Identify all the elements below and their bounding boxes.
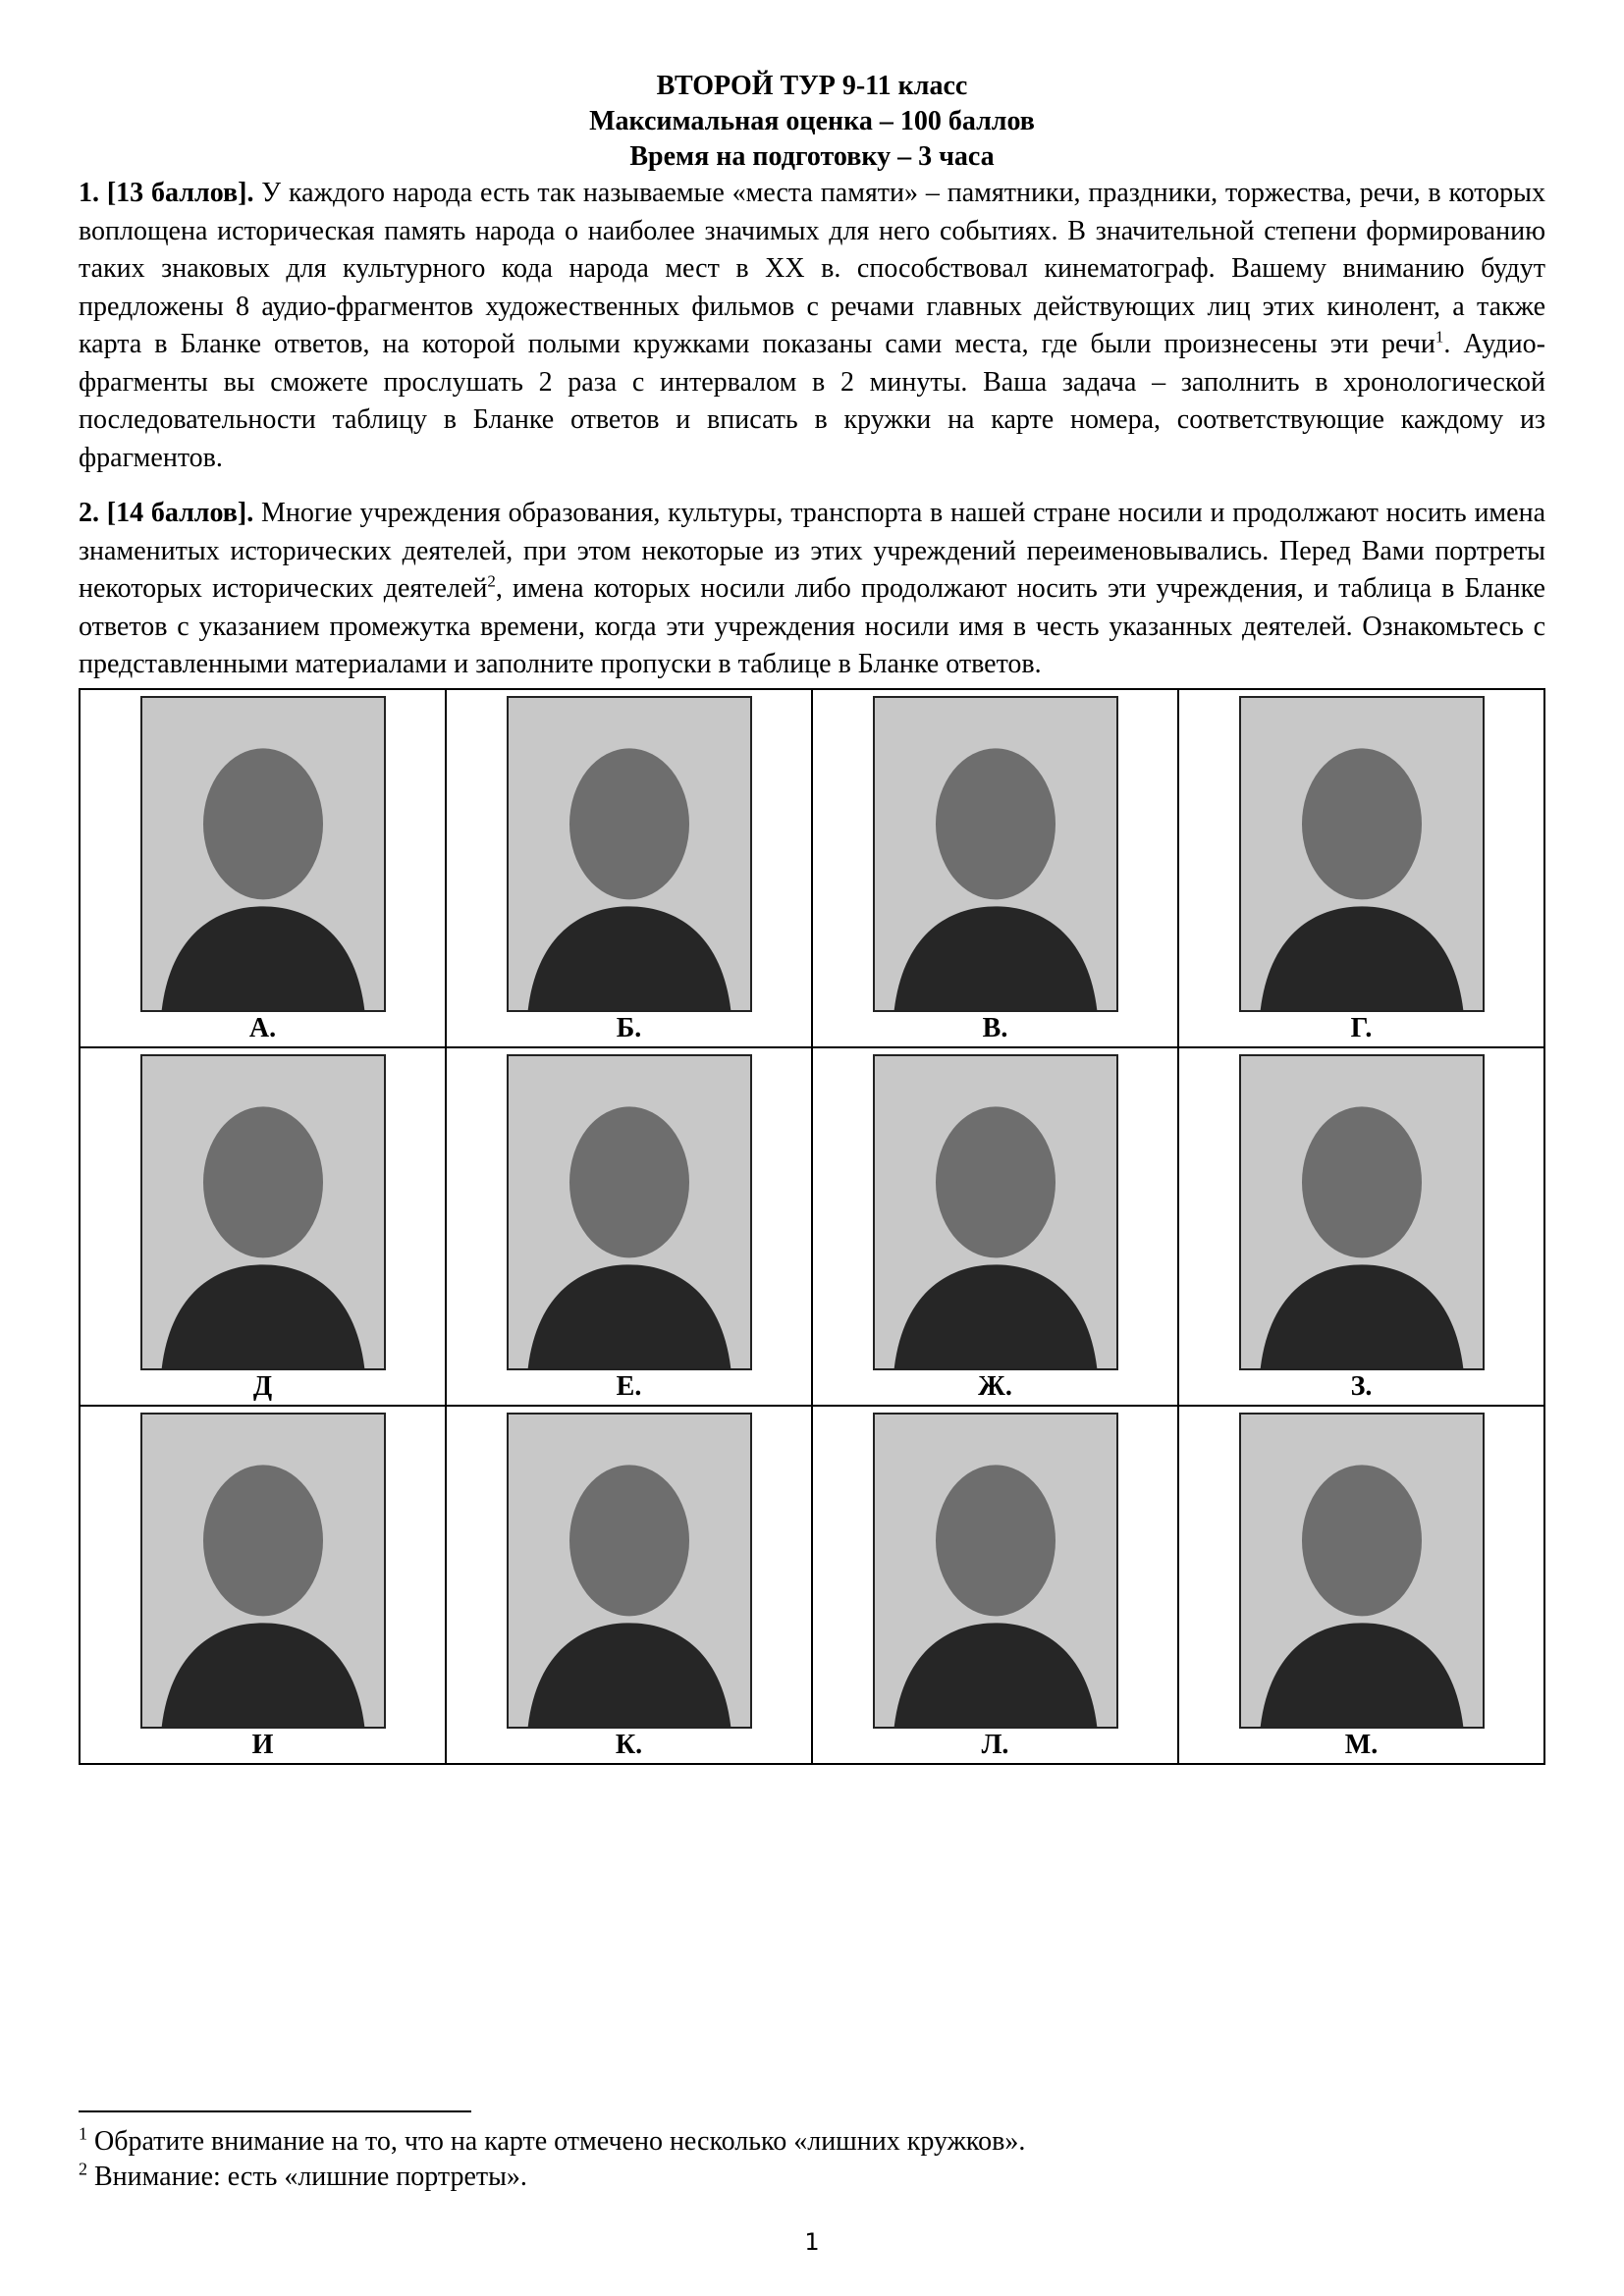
footnote-rule: [79, 2110, 471, 2112]
title: ВТОРОЙ ТУР 9-11 класс: [656, 71, 968, 101]
portrait-photo: [873, 1413, 1118, 1729]
portrait-cell: [446, 1047, 812, 1406]
footnote-1-mark: 1: [79, 2123, 87, 2144]
portrait-cell: [1178, 689, 1544, 1047]
portrait-label: Л.: [981, 1729, 1009, 1760]
portrait-cell: [812, 1406, 1178, 1764]
portrait-photo: [140, 1054, 386, 1370]
portrait-cell: [1178, 1406, 1544, 1764]
task-1-number: 1. [13 баллов].: [79, 178, 254, 208]
footnote-2-text: Внимание: есть «лишние портреты».: [87, 2162, 527, 2192]
portrait-cell: [80, 1047, 446, 1406]
portrait-label: И: [251, 1729, 274, 1760]
portrait-row: [80, 1406, 1544, 1764]
portrait-cell: [80, 689, 446, 1047]
footnote-1: [79, 2124, 1545, 2160]
page-number: 1: [804, 2228, 820, 2256]
portrait-photo: [1239, 1054, 1485, 1370]
portraits-table: [79, 688, 1545, 1765]
task-1-text-a: У каждого народа есть так называемые «места памяти» – памятники, праздники, торжества, речи, в которых воплощена историческая память народа о наиболее значимых для него событиях. В значительной степени формированию таких знаковых для культурного кода народа мест в XX в. способствовал кинематограф. Вашему вниманию будут предложены 8 аудио-фрагментов художественных фильмов с речами главных действующих лиц этих кинолент, а также карта в Бланке ответов, на которой полыми кружками показаны сами места, где были произнесены эти речи: [79, 178, 1545, 359]
portrait-photo: [1239, 1413, 1485, 1729]
task-2-footnote-ref: 2: [487, 571, 496, 591]
task-1-footnote-ref: 1: [1435, 327, 1444, 347]
portrait-photo: [1239, 696, 1485, 1012]
task-2-text-b: , имена которых носили либо продолжают носить эти учреждения, и таблица в Бланке ответов с указанием промежутка времени, когда эти учреждения носили имя в честь указанных деятелей. Ознакомьтесь с представленными материалами и заполните пропуски в таблице в Бланке ответов.: [79, 573, 1545, 679]
footnote-1-text: Обратите внимание на то, что на карте отмечено несколько «лишних кружков».: [87, 2126, 1026, 2157]
portrait-photo: [873, 1054, 1118, 1370]
portrait-cell: [812, 1047, 1178, 1406]
task-1-paragraph: [79, 175, 1545, 477]
portrait-label: В.: [982, 1012, 1008, 1043]
footnotes: [79, 2110, 1545, 2195]
portrait-row: [80, 689, 1544, 1047]
max-score: Максимальная оценка – 100 баллов: [589, 106, 1035, 136]
portrait-photo: [507, 1054, 752, 1370]
footnote-2-mark: 2: [79, 2159, 87, 2179]
portrait-cell: [446, 689, 812, 1047]
page-content: [79, 69, 1545, 1765]
portrait-photo: [140, 1413, 386, 1729]
footnote-2: [79, 2160, 1545, 2195]
task-2-paragraph: [79, 495, 1545, 684]
task-2-number: 2. [14 баллов].: [79, 498, 254, 528]
portrait-cell: [812, 689, 1178, 1047]
portrait-photo: [507, 1413, 752, 1729]
task-2-text-a: Многие учреждения образования, культуры, транспорта в нашей стране носили и продолжают носить имена знаменитых исторических деятелей, при этом некоторые из этих учреждений переименовывались. Перед Вами портреты некоторых исторических деятелей: [79, 498, 1545, 604]
prep-time: Время на подготовку – 3 часа: [629, 141, 995, 172]
portrait-photo: [507, 696, 752, 1012]
portrait-label: Б.: [616, 1012, 642, 1043]
portrait-label: М.: [1344, 1729, 1379, 1760]
portrait-cell: [1178, 1047, 1544, 1406]
portrait-photo: [873, 696, 1118, 1012]
portrait-label: Ж.: [978, 1370, 1012, 1402]
portrait-cell: [80, 1406, 446, 1764]
portrait-label: К.: [615, 1729, 643, 1760]
portrait-label: З.: [1350, 1370, 1373, 1402]
portrait-cell: [446, 1406, 812, 1764]
portrait-label: Д: [252, 1370, 273, 1402]
portrait-label: Г.: [1350, 1012, 1373, 1043]
portrait-photo: [140, 696, 386, 1012]
portrait-label: А.: [248, 1012, 277, 1043]
task-1-text-b: . Аудио-фрагменты вы сможете прослушать 2 раза с интервалом в 2 минуты. Ваша задача – заполнить в хронологической последовательности таблицу в Бланке ответов и вписать в кружки на карте номера, соответствующие каждому из фрагментов.: [79, 329, 1545, 473]
portrait-row: [80, 1047, 1544, 1406]
portrait-label: Е.: [616, 1370, 642, 1402]
